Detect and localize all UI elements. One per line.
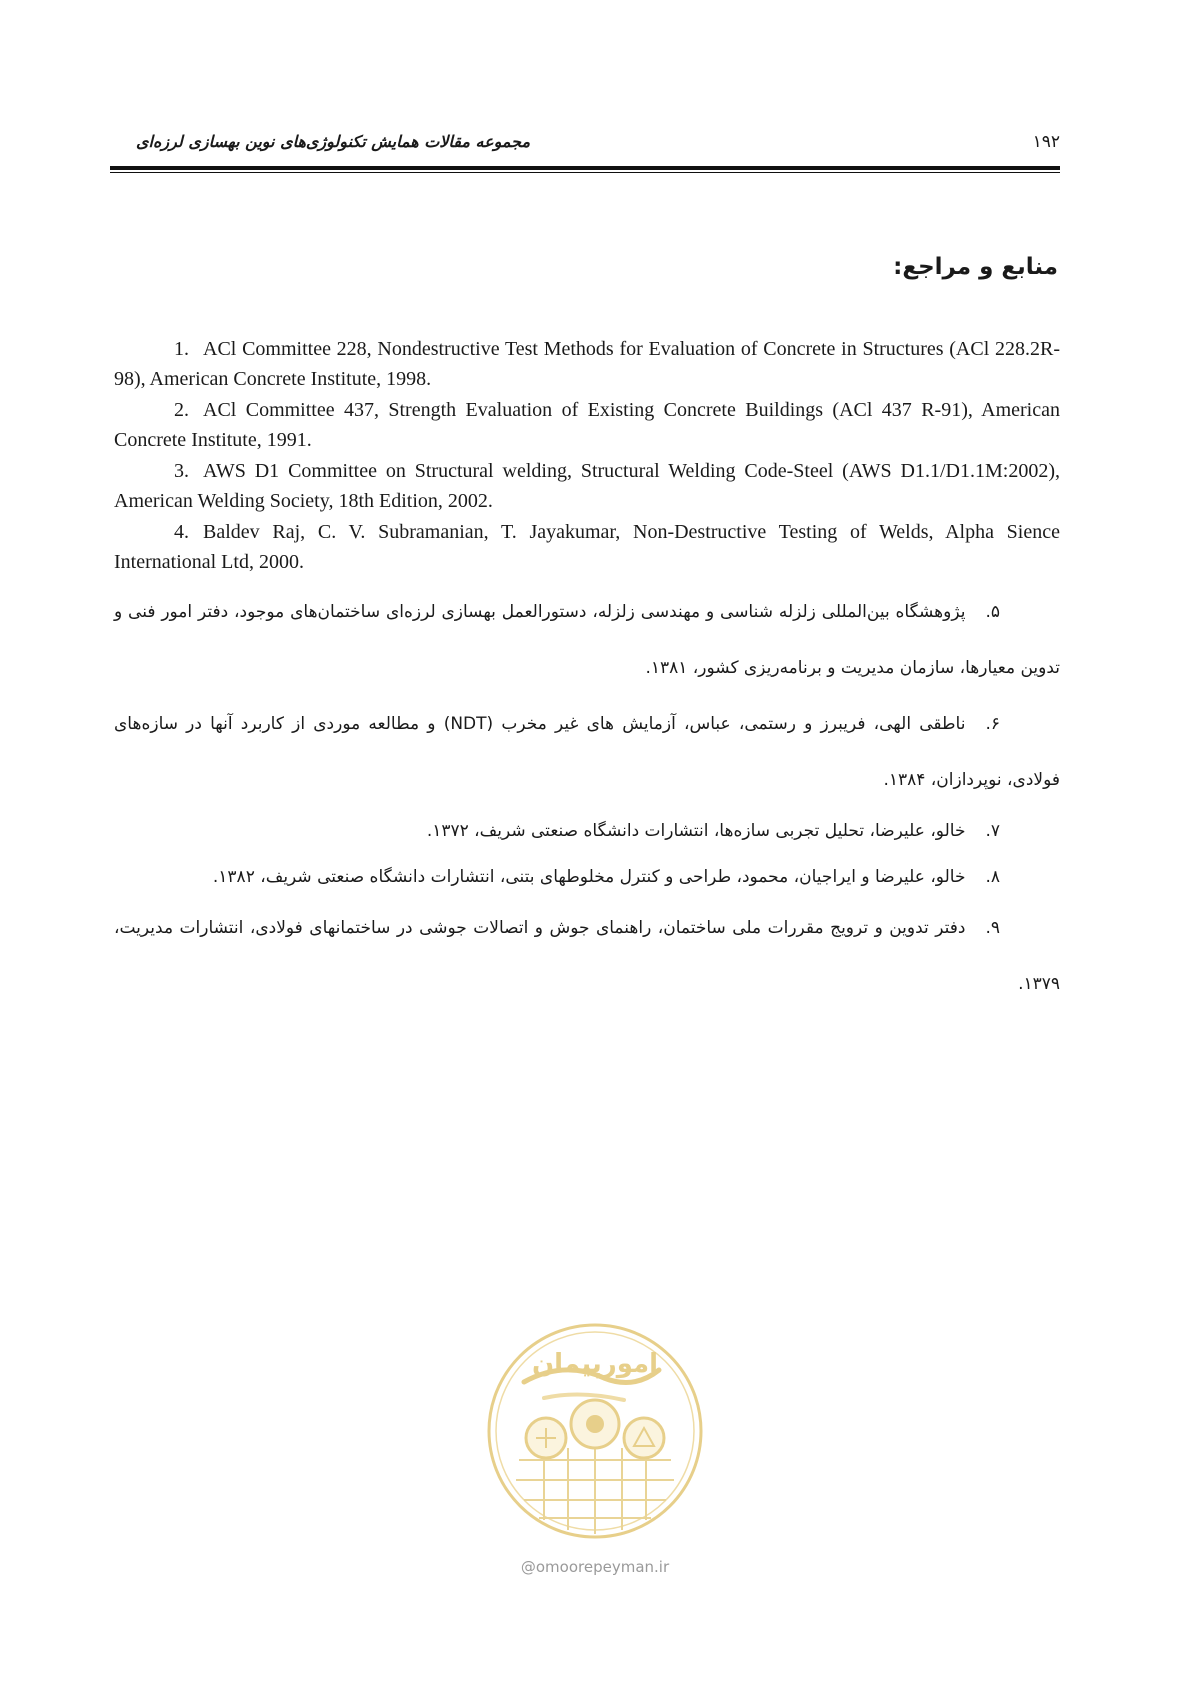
reference-item <box>114 456 1060 516</box>
reference-number: 4. <box>174 521 189 543</box>
reference-number: ۸. <box>985 867 1000 887</box>
page-number: ۱۹۲ <box>1032 132 1060 152</box>
watermark-logo-text: امورپیمان <box>531 1349 659 1379</box>
running-title: مجموعه مقالات همایش تکنولوژی‌های نوین بهسازی لرزه‌ای <box>136 132 531 151</box>
reference-number: ۶. <box>985 714 1000 734</box>
reference-text: ناطقی الهی، فریبرز و رستمی، عباس، آزمایش های غیر مخرب (NDT) و مطالعه موردی از کاربرد آنها در سازه‌های فولادی، نوپردازان، ۱۳۸۴. <box>114 714 1060 790</box>
reference-number: ۷. <box>985 821 1000 841</box>
reference-item <box>114 584 1060 696</box>
header-rule-thin <box>110 172 1060 173</box>
reference-item <box>114 808 1060 854</box>
reference-text: پژوهشگاه بین‌المللی زلزله شناسی و مهندسی زلزله، دستورالعمل بهسازی لرزه‌ای ساختمان‌های موجود، دفتر امور فنی و تدوین معیارها، سازمان مدیریت و برنامه‌ریزی کشور، ۱۳۸۱. <box>114 602 1060 678</box>
reference-number: ۵. <box>985 602 1000 622</box>
reference-text: ACl Committee 228, Nondestructive Test Methods for Evaluation of Concrete in Structures (ACl 228.2R-98), American Concrete Institute, 1998. <box>114 338 1060 390</box>
reference-item <box>114 334 1060 394</box>
persian-references <box>114 584 1060 1012</box>
reference-text: خالو، علیرضا و ایراجیان، محمود، طراحی و کنترل مخلوطهای بتنی، انتشارات دانشگاه صنعتی شریف، ۱۳۸۲. <box>212 867 966 887</box>
english-references <box>114 334 1060 578</box>
reference-number: 1. <box>174 338 189 360</box>
reference-item <box>114 517 1060 577</box>
reference-text: خالو، علیرضا، تحلیل تجربی سازه‌ها، انتشارات دانشگاه صنعتی شریف، ۱۳۷۲. <box>426 821 966 841</box>
reference-number: 2. <box>174 399 189 421</box>
reference-text: Baldev Raj, C. V. Subramanian, T. Jayakumar, Non-Destructive Testing of Welds, Alpha Sience International Ltd, 2000. <box>114 521 1060 573</box>
header-rule-thick <box>110 166 1060 170</box>
reference-number: ۹. <box>985 918 1000 938</box>
section-heading: منابع و مراجع: <box>893 254 1058 280</box>
reference-item <box>114 395 1060 455</box>
page-header <box>114 128 1060 158</box>
reference-item <box>114 696 1060 808</box>
watermark-logo <box>484 1320 706 1542</box>
reference-text: دفتر تدوین و ترویج مقررات ملی ساختمان، راهنمای جوش و اتصالات جوشی در ساختمانهای فولادی، انتشارات مدیریت، ۱۳۷۹. <box>114 918 1060 994</box>
reference-text: AWS D1 Committee on Structural welding, Structural Welding Code-Steel (AWS D1.1/D1.1M:2002), American Welding Society, 18th Edition, 2002. <box>114 460 1060 512</box>
reference-number: 3. <box>174 460 189 482</box>
reference-item <box>114 900 1060 1012</box>
reference-text: ACl Committee 437, Strength Evaluation of Existing Concrete Buildings (ACl 437 R-91), American Concrete Institute, 1991. <box>114 399 1060 451</box>
watermark-caption: @omoorepeyman.ir <box>520 1558 670 1576</box>
reference-item <box>114 854 1060 900</box>
